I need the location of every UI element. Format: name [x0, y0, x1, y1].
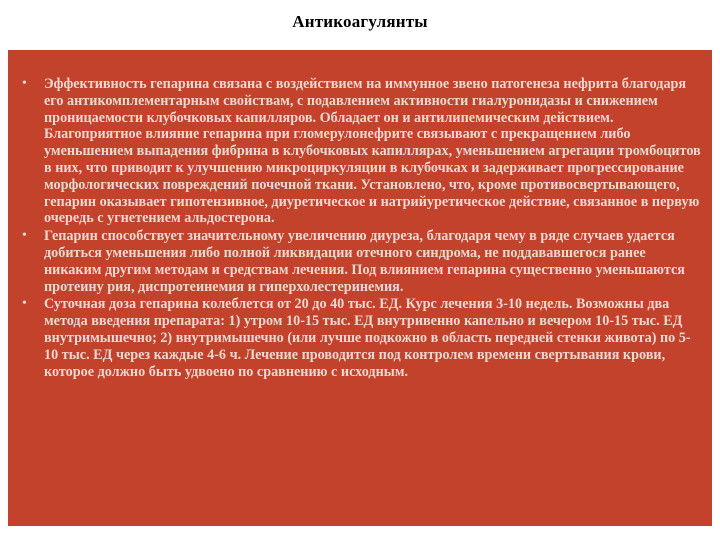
bullet-list — [8, 76, 712, 380]
bullet-marker: • — [22, 296, 27, 312]
bullet-text: Эффективность гепарина связана с воздействием на иммунное звено патогенеза нефрита благодаря его антикомплементарным свойствам, с подавлением активности гиалуронидазы и снижением проницаемости клубочковых капилляров. Обладает он и антилипемическим действием. Благоприятное влияние гепарина при гломерулонефрите связывают с прекращением либо уменьшением выпадения фибрина в клубочковых капиллярах, уменьшением агрегации тромбоцитов в них, что приводит к улучшению микроциркуляции в клубочках и задерживает прогрессирование морфологических повреждений почечной ткани. Установлено, что, кроме противосвертывающего, гепарин оказывает гипотензивное, диуретическое и натрийуретическое действие, связанное в первую очередь с угнетением альдостерона. — [44, 76, 701, 227]
slide-title: Антикоагулянты — [292, 12, 428, 31]
bullet-marker: • — [22, 76, 27, 91]
content-panel — [8, 50, 712, 526]
bullet-item-heparin-effectiveness — [8, 76, 712, 227]
bullet-item-diuresis — [8, 228, 712, 295]
bullet-text: Гепарин способствует значительному увеличению диуреза, благодаря чему в ряде случаев удается добиться уменьшения либо полной ликвидации отечного синдрома, не поддававшегося ранее никаким другим методам и средствам лечения. Под влиянием гепарина существенно уменьшаются протеину рия, диспротеинемия и гиперхолестеринемия. — [44, 228, 685, 295]
bullet-text: Суточная доза гепарина колеблется от 20 до 40 тыс. ЕД. Курс лечения 3-10 недель. Возможны два метода введения препарата: 1) утром 10-15 тыс. ЕД внутривенно капельно и вечером 10-15 тыс. ЕД внутримышечно; 2) внутримышечно (или лучше подкожно в область передней стенки живота) по 5-10 тыс. ЕД через каждые 4-6 ч. Лечение проводится под контролем времени свертывания крови, которое должно быть удвоено по сравнению с исходным. — [44, 296, 691, 380]
bullet-marker: • — [22, 228, 27, 244]
bullet-item-dosage — [8, 296, 712, 380]
